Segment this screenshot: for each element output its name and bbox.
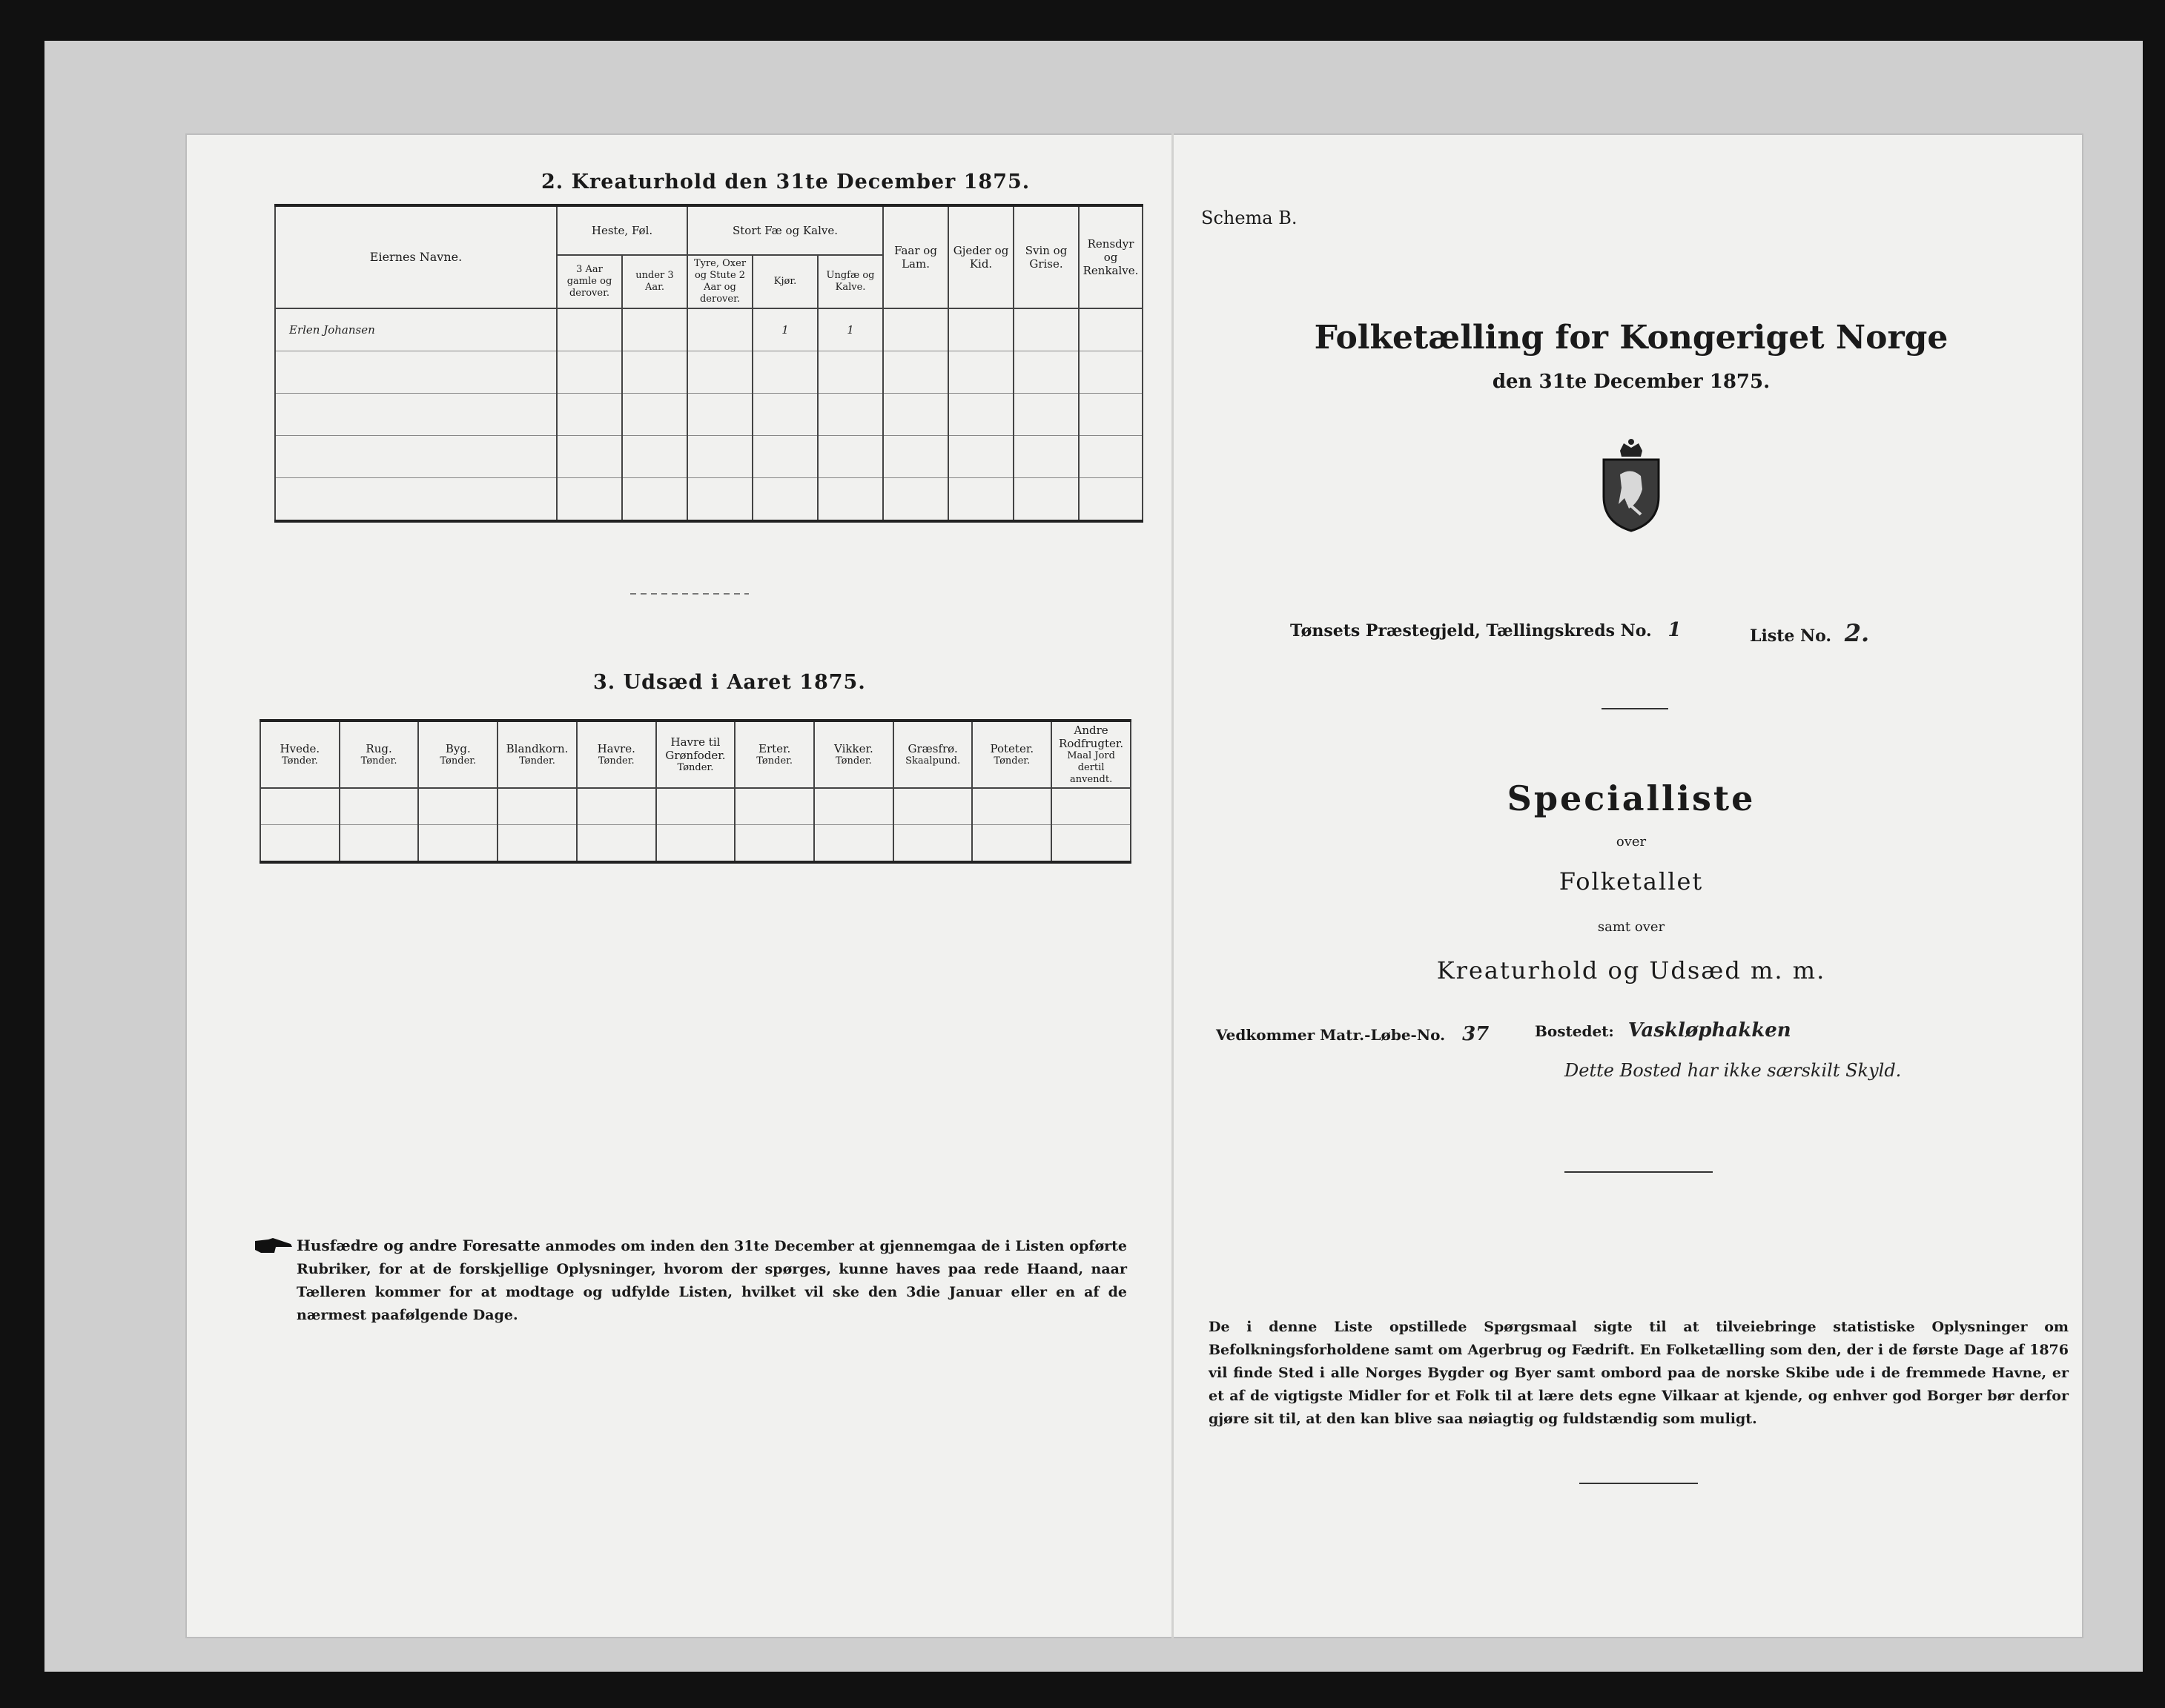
sowing-crop-name: Erter. — [758, 742, 791, 755]
notice-lead: Husfædre og andre Foresatte — [297, 1237, 541, 1254]
list-label: Liste No. — [1750, 626, 1832, 646]
over-text: over — [1616, 834, 1647, 850]
matr-label: Vedkommer Matr.-Løbe-No. — [1216, 1026, 1446, 1044]
sowing-crop-unit: Tønder. — [598, 755, 635, 767]
livestock-cell-sheep — [883, 478, 948, 522]
livestock-cell-c_bulls — [687, 394, 753, 436]
cattle-cows-header: Kjør. — [753, 255, 818, 308]
folketallet-text: Folketallet — [1559, 867, 1704, 896]
sowing-crop-unit: Tønder. — [677, 762, 714, 773]
sowing-crop-name: Rug. — [366, 742, 392, 755]
livestock-cell-c_cows — [753, 478, 818, 522]
pigs-header: Svin og Grise. — [1014, 205, 1079, 308]
sowing-header-cell — [498, 721, 577, 788]
sowing-cell — [260, 825, 340, 863]
title-page — [1179, 133, 2083, 1638]
sowing-header-cell — [893, 721, 973, 788]
livestock-cell-goats — [948, 478, 1014, 522]
livestock-cell-h_under3 — [622, 436, 687, 478]
sowing-header-cell — [656, 721, 736, 788]
sowing-row — [260, 825, 1131, 863]
reindeer-header: Rensdyr og Renkalve. — [1079, 205, 1143, 308]
bosted-value: Vaskløphakken — [1627, 1019, 1791, 1042]
livestock-cell-reindeer — [1079, 394, 1143, 436]
livestock-cell-owner: Erlen Johansen — [275, 308, 557, 351]
samt-over-text: samt over — [1597, 919, 1665, 935]
sowing-cell — [972, 788, 1051, 825]
sowing-cell — [1051, 788, 1131, 825]
owner-header: Eiernes Navne. — [275, 205, 557, 308]
sowing-crop-name: Havre. — [597, 742, 635, 755]
sowing-crop-name: Græsfrø. — [908, 742, 958, 755]
parish-number: 1 — [1667, 619, 1682, 641]
livestock-row — [275, 308, 1143, 351]
notice-text: anmodes om inden den 31te December at gjennemgaa de i Listen opførte Rubriker, for at de forskjellige Oplysninger, hvorom der spørges, kunne haves paa rede Haand, naar Tælleren kommer for at modtage og udfylde Listen, hvilket vil ske den 3die Januar eller en af de nærmest paafølgende Dage. — [297, 1238, 1127, 1323]
livestock-cell-pigs — [1014, 436, 1079, 478]
livestock-cell-owner — [275, 478, 557, 522]
list-line — [1750, 619, 1869, 647]
livestock-cell-c_cows — [753, 394, 818, 436]
goats-header: Gjeder og Kid. — [948, 205, 1014, 308]
household-notice — [297, 1234, 1127, 1327]
sowing-header-cell — [972, 721, 1051, 788]
sowing-crop-name: Hvede. — [280, 742, 320, 755]
livestock-cell-pigs — [1014, 478, 1079, 522]
bosted-label: Bostedet: — [1535, 1022, 1614, 1040]
livestock-cell-h_under3 — [622, 308, 687, 351]
matr-line — [1216, 1023, 1489, 1045]
livestock-cell-sheep — [883, 436, 948, 478]
matr-number: 37 — [1462, 1023, 1490, 1045]
livestock-cell-h_over3 — [557, 308, 622, 351]
sowing-crop-unit: Skaalpund. — [905, 755, 961, 767]
section2-title: 2. Kreaturhold den 31te December 1875. — [541, 171, 1031, 193]
livestock-cell-sheep — [883, 308, 948, 351]
sowing-crop-unit: Tønder. — [440, 755, 477, 767]
list-number: 2. — [1844, 619, 1870, 647]
bosted-note: Dette Bosted har ikke særskilt Skyld. — [1564, 1060, 1902, 1081]
schema-label: Schema B. — [1201, 208, 1298, 228]
main-title: Folketælling for Kongeriget Norge — [1314, 319, 1948, 357]
livestock-cell-reindeer — [1079, 478, 1143, 522]
livestock-cell-c_young — [818, 478, 883, 522]
livestock-cell-owner — [275, 394, 557, 436]
special-title: Specialliste — [1507, 778, 1756, 818]
livestock-cell-c_young: 1 — [818, 308, 883, 351]
livestock-cell-h_under3 — [622, 351, 687, 394]
livestock-cell-h_over3 — [557, 478, 622, 522]
sowing-header-row — [260, 721, 1131, 788]
livestock-cell-c_cows — [753, 351, 818, 394]
sowing-cell — [498, 788, 577, 825]
sowing-cell — [814, 788, 893, 825]
livestock-cell-c_bulls — [687, 436, 753, 478]
sowing-header-cell — [418, 721, 498, 788]
sowing-cell — [656, 788, 736, 825]
livestock-row — [275, 351, 1143, 394]
sowing-cell — [735, 788, 814, 825]
sowing-crop-name: Byg. — [445, 742, 471, 755]
sowing-crop-unit: Tønder. — [756, 755, 793, 767]
sowing-crop-name: Vikker. — [834, 742, 873, 755]
livestock-cell-reindeer — [1079, 351, 1143, 394]
livestock-cell-pigs — [1014, 308, 1079, 351]
cattle-bulls-header: Tyre, Oxer og Stute 2 Aar og derover. — [687, 255, 753, 308]
sowing-cell — [814, 825, 893, 863]
livestock-row — [275, 478, 1143, 522]
livestock-cell-goats — [948, 351, 1014, 394]
pointing-hand-icon — [254, 1237, 294, 1256]
livestock-cell-c_bulls — [687, 478, 753, 522]
sowing-cell — [1051, 825, 1131, 863]
livestock-cell-reindeer — [1079, 308, 1143, 351]
sowing-cell — [340, 788, 419, 825]
sowing-row — [260, 788, 1131, 825]
sowing-cell — [972, 825, 1051, 863]
parish-line — [1290, 619, 1681, 641]
page-fold — [1171, 133, 1174, 1638]
livestock-cell-goats — [948, 436, 1014, 478]
livestock-row — [275, 436, 1143, 478]
livestock-cell-c_young — [818, 394, 883, 436]
sowing-crop-unit: Tønder. — [519, 755, 555, 767]
section3-title: 3. Udsæd i Aaret 1875. — [593, 671, 866, 694]
livestock-cell-h_over3 — [557, 436, 622, 478]
kreatur-text: Kreaturhold og Udsæd m. m. — [1436, 956, 1826, 984]
bottom-rule — [1579, 1483, 1698, 1484]
sowing-header-cell — [577, 721, 656, 788]
livestock-cell-pigs — [1014, 394, 1079, 436]
main-subtitle: den 31te December 1875. — [1492, 371, 1771, 393]
livestock-rows — [275, 308, 1143, 521]
sowing-table — [260, 719, 1131, 864]
sowing-cell — [577, 825, 656, 863]
sowing-crop-unit: Maal Jord dertil anvendt. — [1067, 750, 1115, 785]
sowing-crop-unit: Tønder. — [835, 755, 872, 767]
sowing-crop-name: Poteter. — [990, 742, 1034, 755]
sowing-crop-unit: Tønder. — [281, 755, 318, 767]
horses-under3-header: under 3 Aar. — [622, 255, 687, 308]
livestock-cell-h_over3 — [557, 351, 622, 394]
sowing-crop-unit: Tønder. — [994, 755, 1031, 767]
bosted-line — [1535, 1019, 1791, 1042]
sheep-header: Faar og Lam. — [883, 205, 948, 308]
sowing-cell — [656, 825, 736, 863]
horses-over3-header: 3 Aar gamle og derover. — [557, 255, 622, 308]
livestock-cell-goats — [948, 394, 1014, 436]
sowing-header-cell — [260, 721, 340, 788]
livestock-cell-owner — [275, 436, 557, 478]
sowing-crop-name: Andre Rodfrugter. — [1059, 724, 1124, 750]
livestock-cell-c_cows: 1 — [753, 308, 818, 351]
livestock-cell-c_young — [818, 351, 883, 394]
horses-header: Heste, Føl. — [557, 205, 687, 255]
sowing-header-cell — [340, 721, 419, 788]
sowing-cell — [340, 825, 419, 863]
parish-label: Tønsets Præstegjeld, Tællingskreds No. — [1290, 621, 1652, 640]
census-sheet — [185, 133, 2083, 1638]
divider-dashes — [630, 593, 749, 595]
sowing-cell — [260, 788, 340, 825]
livestock-cell-sheep — [883, 351, 948, 394]
livestock-cell-c_young — [818, 436, 883, 478]
cattle-young-header: Ungfæ og Kalve. — [818, 255, 883, 308]
livestock-cell-owner — [275, 351, 557, 394]
sowing-crop-unit: Tønder. — [360, 755, 397, 767]
sowing-header-cell — [1051, 721, 1131, 788]
sowing-cell — [418, 825, 498, 863]
cattle-header: Stort Fæ og Kalve. — [687, 205, 883, 255]
sowing-cell — [893, 788, 973, 825]
sowing-crop-name: Blandkorn. — [506, 742, 569, 755]
livestock-cell-c_bulls — [687, 308, 753, 351]
sowing-cell — [418, 788, 498, 825]
mid-rule — [1564, 1171, 1713, 1173]
sowing-crop-name: Havre til Grønfoder. — [665, 735, 726, 762]
sowing-cell — [577, 788, 656, 825]
footer-text: De i denne Liste opstillede Spørgsmaal sigte til at tilveiebringe statistiske Oplysninger om Befolkningsforholdene samt om Agerbrug og Fædrift. En Folketælling som den, der i de første Dage af 1876 vil finde Sted i alle Norges Bygder og Byer samt ombord paa de norske Skibe ude i de fremmede Havne, er et af de vigtigste Midler for et Folk til at lære dets egne Vilkaar at kjende, og enhver god Borger bør derfor gjøre sit til, at den kan blive saa nøiagtig og fuldstændig som muligt. — [1209, 1319, 2069, 1427]
livestock-cell-reindeer — [1079, 436, 1143, 478]
livestock-cell-c_cows — [753, 436, 818, 478]
sowing-header-cell — [814, 721, 893, 788]
livestock-table — [274, 204, 1143, 523]
livestock-cell-c_bulls — [687, 351, 753, 394]
sowing-cell — [498, 825, 577, 863]
short-rule — [1602, 708, 1668, 709]
sowing-cell — [735, 825, 814, 863]
livestock-cell-pigs — [1014, 351, 1079, 394]
coat-of-arms-icon — [1598, 437, 1665, 534]
livestock-cell-h_under3 — [622, 478, 687, 522]
livestock-row — [275, 394, 1143, 436]
livestock-cell-h_over3 — [557, 394, 622, 436]
livestock-cell-sheep — [883, 394, 948, 436]
sowing-header-cell — [735, 721, 814, 788]
sowing-cell — [893, 825, 973, 863]
livestock-cell-goats — [948, 308, 1014, 351]
livestock-cell-h_under3 — [622, 394, 687, 436]
